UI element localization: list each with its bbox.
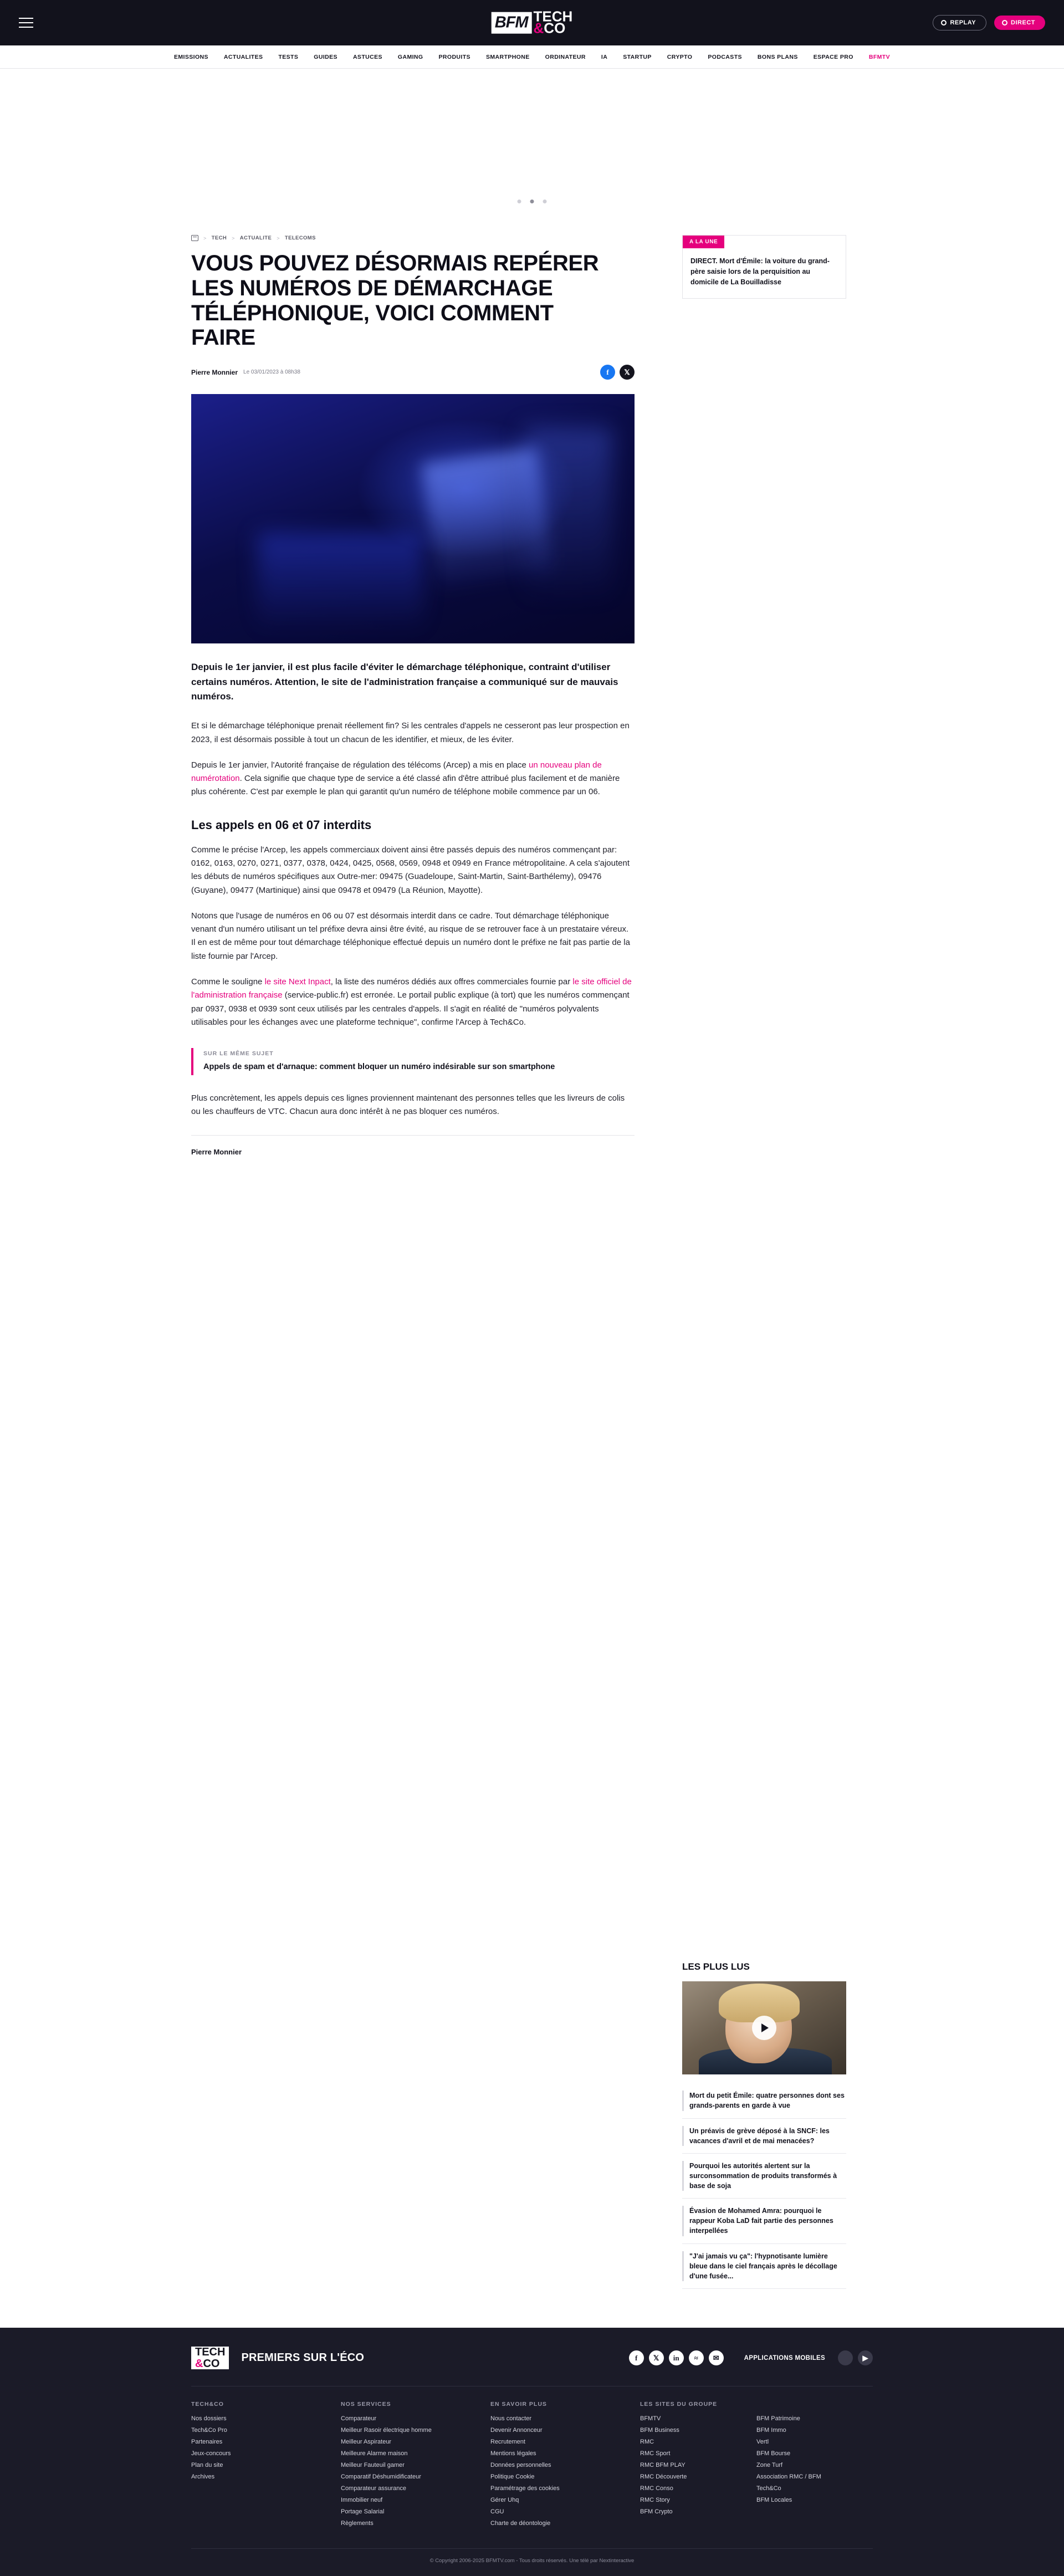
item-accent-bar <box>682 2251 684 2281</box>
article-paragraph: Notons que l'usage de numéros en 06 ou 07 est désormais interdit dans ce cadre. Tout démarchage téléphonique venant d'un numéro utilisant un tel préfixe devra ainsi être évité, au risque de se retrouver face à un prestataire véreux. Il en est de même pour tout démarchage téléphonique effectué depuis un numéro dont le préfixe ne fait pas partie de la liste fournie par l'Arcep. <box>191 911 630 961</box>
link-service-public[interactable]: le site officiel de l'administration française <box>191 977 632 1000</box>
most-read-item-label: "J'ai jamais vu ça": l'hypnotisante lumière bleue dans le ciel français après le décollage d'une fusée... <box>689 2252 837 2280</box>
footer-apps-label: APPLICATIONS MOBILES <box>744 2354 825 2362</box>
breadcrumb-sep: > <box>232 235 235 241</box>
item-accent-bar <box>682 2161 684 2191</box>
nav-item-startup[interactable]: STARTUP <box>623 53 652 60</box>
article-hero-image <box>191 394 635 643</box>
x-share-icon[interactable]: 𝕏 <box>620 365 635 380</box>
footer-column-services <box>341 2401 490 2532</box>
footer-columns <box>191 2386 873 2532</box>
most-read-video-thumbnail[interactable] <box>682 1981 846 2074</box>
direct-label: DIRECT <box>1011 19 1035 26</box>
footer-link[interactable]: Tech&Co <box>756 2485 781 2492</box>
nav-item-espace-pro[interactable]: ESPACE PRO <box>813 53 853 60</box>
carousel-dot-3[interactable] <box>543 200 547 203</box>
footer-column-group <box>640 2401 873 2532</box>
logo-bfm-text: BFM <box>492 12 532 34</box>
alaune-body <box>683 248 846 298</box>
list-item[interactable] <box>682 2244 846 2289</box>
footer-link[interactable]: Tech&Co Pro <box>191 2427 227 2434</box>
item-accent-bar <box>682 2091 684 2110</box>
footer-link[interactable]: RMC BFM PLAY <box>640 2462 686 2469</box>
footer-link[interactable]: Mentions légales <box>490 2450 536 2457</box>
text-before-link: Comme le souligne <box>191 977 265 987</box>
byline <box>191 365 635 380</box>
alaune-item[interactable]: DIRECT. Mort d'Émile: la voiture du grand-père saisie lors de la perquisition au domicile de La Bouilladisse <box>690 257 830 286</box>
carousel-dot-2[interactable] <box>530 200 534 203</box>
top-bar <box>0 0 1064 45</box>
breadcrumb-item-actualite[interactable]: ACTUALITE <box>239 235 272 241</box>
footer-logo[interactable] <box>191 2347 229 2370</box>
footer-link[interactable]: Association RMC / BFM <box>756 2473 821 2481</box>
footer-link[interactable]: Meilleure Alarme maison <box>341 2450 408 2457</box>
footer-link[interactable]: BFM Bourse <box>756 2450 791 2457</box>
article-paragraph: Depuis le 1er janvier, l'Autorité française de régulation des télécoms (Arcep) a mis en place un nouveau plan de numérotation. Cela signifie que chaque type de service a été classé afin d'être attribué plus facilement et de manière plus cohérente. C'est par exemple le plan qui garantit qu'un numéro de téléphone mobile commence par un 06. <box>191 760 620 797</box>
related-label: SUR LE MÊME SUJET <box>203 1050 274 1057</box>
footer-column-title: EN SAVOIR PLUS <box>490 2401 547 2408</box>
nav-item-podcasts[interactable]: PODCASTS <box>708 53 742 60</box>
hero-shape-2 <box>258 533 424 632</box>
footer-link[interactable]: Vertl <box>756 2439 769 2446</box>
footer-link-list <box>341 2415 490 2527</box>
nav-item-ia[interactable]: IA <box>601 53 608 60</box>
text-middle: , la liste des numéros dédiés aux offres commerciales fournie par <box>330 977 573 987</box>
footer-column-title: NOS SERVICES <box>341 2401 391 2408</box>
article-bottom-spacer <box>191 1156 635 1178</box>
footer-link[interactable]: BFM Patrimoine <box>756 2415 800 2422</box>
footer-link-list <box>191 2415 341 2480</box>
facebook-share-icon[interactable]: f <box>600 365 615 380</box>
footer-logo-line1: TECH <box>191 2347 229 2358</box>
breadcrumb-sep: > <box>277 235 280 241</box>
related-article-box[interactable] <box>191 1048 635 1075</box>
nav-item-guides[interactable]: GUIDES <box>314 53 337 60</box>
footer-column-title-spacer <box>756 2401 873 2408</box>
alaune-box <box>682 235 846 299</box>
play-icon[interactable] <box>752 2016 776 2040</box>
footer-link[interactable]: Politique Cookie <box>490 2473 535 2481</box>
article-column <box>191 235 635 1178</box>
list-item[interactable] <box>682 2083 846 2118</box>
item-accent-bar <box>682 2126 684 2146</box>
content-grid <box>191 206 873 2289</box>
footer-column-title: LES SITES DU GROUPE <box>640 2401 718 2408</box>
logo-tech-text: TECH <box>533 8 573 25</box>
footer-link[interactable]: RMC Découverte <box>640 2473 687 2481</box>
footer-link-list <box>640 2415 756 2515</box>
footer-link[interactable]: Gérer Uhq <box>490 2497 519 2504</box>
mail-icon[interactable]: ✉ <box>709 2350 724 2365</box>
nav-item-crypto[interactable]: CRYPTO <box>667 53 693 60</box>
related-title[interactable]: Appels de spam et d'arnaque: comment bloquer un numéro indésirable sur son smartphone <box>203 1062 555 1072</box>
nav-item-astuces[interactable]: ASTUCES <box>352 53 382 60</box>
home-icon[interactable] <box>191 235 198 241</box>
footer-link[interactable]: Meilleur Fauteuil gamer <box>341 2462 405 2469</box>
replay-icon <box>941 20 947 25</box>
site-footer <box>0 2328 1064 2576</box>
footer-link[interactable]: Devenir Annonceur <box>490 2427 543 2434</box>
replay-label: REPLAY <box>950 19 976 26</box>
article-paragraph: Et si le démarchage téléphonique prenait réellement fin? Si les centrales d'appels ne cesseront pas leur prospection en 2023, il est désormais possible à tout un chacun de les identifier, et mieux, de les éviter. <box>191 721 630 744</box>
article-author: Pierre Monnier <box>191 368 238 376</box>
top-bar-actions <box>933 15 1045 30</box>
footer-link[interactable]: RMC Sport <box>640 2450 671 2457</box>
footer-group-col-1 <box>640 2401 756 2532</box>
carousel-dots[interactable] <box>518 200 547 203</box>
footer-column-techco <box>191 2401 341 2532</box>
footer-column-en-savoir-plus <box>490 2401 640 2532</box>
text-after-link: (service-public.fr) est erronée. Le portail public explique (à tort) que les numéros commençant par 0937, 0938 et 0939 sont ceux utilisés par les centrales d'appels. Il s'agit en réalité de "numéros polyvalents utilisables pour les échanges avec une plateforme technique", confirme l'Arcep à Tech&Co. <box>191 990 630 1027</box>
footer-link[interactable]: Jeux-concours <box>191 2450 231 2457</box>
nav-item-emissions[interactable]: EMISSIONS <box>173 53 208 60</box>
play-store-icon[interactable]: ▶ <box>858 2350 873 2365</box>
footer-claim: PREMIERS SUR L'ÉCO <box>241 2352 365 2364</box>
footer-link-list <box>756 2415 873 2503</box>
nav-item-actualites[interactable]: ACTUALITES <box>223 53 263 60</box>
footer-link[interactable]: Meilleur Aspirateur <box>341 2439 392 2446</box>
footer-link[interactable]: RMC Conso <box>640 2485 673 2492</box>
footer-link[interactable]: BFM Crypto <box>640 2508 673 2516</box>
direct-button[interactable] <box>994 16 1045 30</box>
article-body <box>191 719 635 1118</box>
footer-link[interactable]: Zone Turf <box>756 2462 783 2469</box>
list-item[interactable] <box>682 2119 846 2154</box>
footer-link[interactable]: Nos dossiers <box>191 2415 227 2422</box>
most-read-item-label: Pourquoi les autorités alertent sur la surconsommation de produits transformés à base de soja <box>689 2161 837 2190</box>
footer-link[interactable]: Charte de déontologie <box>490 2520 551 2527</box>
breadcrumb-sep: > <box>203 235 207 241</box>
footer-link[interactable]: Comparateur assurance <box>341 2485 407 2492</box>
footer-link[interactable]: BFM Business <box>640 2427 679 2434</box>
footer-group-col-2 <box>756 2401 873 2532</box>
most-read-item-label: Évasion de Mohamed Amra: pourquoi le rappeur Koba LaD fait partie des personnes interpellées <box>689 2207 833 2235</box>
article-date: Le 03/01/2023 à 08h38 <box>243 369 300 376</box>
article-paragraph: Comme le précise l'Arcep, les appels commerciaux doivent ainsi être passés depuis des numéros commençant par: 0162, 0163, 0270, 0271, 0377, 0378, 0424, 0425, 0568, 0569, 0948 et 0949 en France métropolitaine. A cela s'ajoutent les débuts de numéros spécifiques aux Outre-mer: 09475 (Guadeloupe, Saint-Martin, Saint-Barthélemy), 09476 (Guyane), 09477 (Martinique) ainsi que 09478 et 09479 (La Réunion, Mayotte). <box>191 845 630 895</box>
page-title: VOUS POUVEZ DÉSORMAIS REPÉRER LES NUMÉROS DE DÉMARCHAGE TÉLÉPHONIQUE, VOICI COMMENT FAIRE <box>191 251 599 350</box>
footer-logo-line2: &CO <box>191 2358 229 2370</box>
list-item[interactable] <box>682 2199 846 2243</box>
nav-item-bfmtv[interactable]: BFMTV <box>868 53 891 60</box>
footer-link[interactable]: Archives <box>191 2473 215 2481</box>
hamburger-icon[interactable] <box>19 13 38 32</box>
footer-link[interactable]: BFM Immo <box>756 2427 786 2434</box>
footer-link[interactable]: Comparatif Déshumidificateur <box>341 2473 421 2481</box>
most-read-module <box>682 1961 846 2289</box>
nav-item-smartphone[interactable]: SMARTPHONE <box>485 53 530 60</box>
logo-co-text: &CO <box>533 20 566 37</box>
footer-link[interactable]: BFMTV <box>640 2415 661 2422</box>
apple-store-icon[interactable] <box>838 2350 853 2365</box>
footer-link[interactable]: Comparateur <box>341 2415 377 2422</box>
facebook-icon[interactable]: f <box>629 2350 644 2365</box>
footer-link[interactable]: Portage Salarial <box>341 2508 385 2516</box>
footer-link[interactable]: BFM Locales <box>756 2497 792 2504</box>
carousel-dot-1[interactable] <box>518 200 521 203</box>
article-lead: Depuis le 1er janvier, il est plus facile d'éviter le démarchage téléphonique, contraint d'utiliser certains numéros. Attention, le site de l'administration française a communiqué sur de mauvais numéros. <box>191 662 618 702</box>
ad-carousel-zone <box>0 69 1064 206</box>
footer-link[interactable]: RMC <box>640 2439 654 2446</box>
page-wrap <box>0 206 1064 2289</box>
footer-link[interactable]: Règlements <box>341 2520 374 2527</box>
sidebar <box>682 235 846 2289</box>
article-subtitle: Les appels en 06 et 07 interdits <box>191 817 372 832</box>
footer-link[interactable]: Nous contacter <box>490 2415 531 2422</box>
footer-app-icons <box>838 2350 873 2365</box>
x-icon[interactable]: 𝕏 <box>649 2350 664 2365</box>
footer-link[interactable]: Immobilier neuf <box>341 2497 383 2504</box>
article-signature: Pierre Monnier <box>191 1135 635 1156</box>
breadcrumb-item-telecoms[interactable]: TELECOMS <box>284 235 316 241</box>
live-dot-icon <box>1002 20 1007 25</box>
footer-link[interactable]: Données personnelles <box>490 2462 551 2469</box>
footer-column-title: TECH&CO <box>191 2401 224 2408</box>
most-read-item-label: Un préavis de grève déposé à la SNCF: les vacances d'avril et de mai menacées? <box>689 2127 830 2145</box>
footer-link[interactable]: Paramétrage des cookies <box>490 2485 560 2492</box>
main-navigation <box>0 45 1064 69</box>
nav-item-ordinateur[interactable]: ORDINATEUR <box>545 53 586 60</box>
breadcrumb <box>191 235 635 241</box>
replay-button[interactable] <box>933 15 986 30</box>
footer-legal: © Copyright 2006-2025 BFMTV.com - Tous droits réservés. Une télé par Nextinteractive <box>191 2548 873 2564</box>
article-paragraph-links <box>191 975 635 1029</box>
share-buttons <box>600 365 635 380</box>
linkedin-icon[interactable]: in <box>669 2350 684 2365</box>
footer-link[interactable]: Recrutement <box>490 2439 525 2446</box>
nav-item-bons-plans[interactable]: BONS PLANS <box>757 53 798 60</box>
breadcrumb-item-tech[interactable]: TECH <box>211 235 227 241</box>
rss-icon[interactable]: ≈ <box>689 2350 704 2365</box>
most-read-title: LES PLUS LUS <box>682 1961 750 1972</box>
footer-link[interactable]: Meilleur Rasoir électrique homme <box>341 2427 432 2434</box>
article-conclusion: Plus concrètement, les appels depuis ces lignes proviennent maintenant des personnes telles que les livreurs de colis ou les chauffeurs de VTC. Chacun aura donc intérêt à ne pas bloquer ces numéros. <box>191 1093 625 1116</box>
footer-top <box>191 2328 873 2386</box>
footer-link[interactable]: RMC Story <box>640 2497 670 2504</box>
footer-link[interactable]: Partenaires <box>191 2439 223 2446</box>
footer-link[interactable]: Plan du site <box>191 2462 223 2469</box>
footer-link-list <box>490 2415 640 2527</box>
list-item[interactable] <box>682 2154 846 2199</box>
link-plan-numerotation[interactable]: un nouveau plan de numérotation <box>191 760 602 784</box>
footer-link[interactable]: CGU <box>490 2508 504 2516</box>
item-accent-bar <box>682 2206 684 2236</box>
site-logo[interactable] <box>492 8 573 37</box>
link-next-inpact[interactable]: le site Next Inpact <box>264 977 331 987</box>
footer-socials <box>629 2350 873 2365</box>
alaune-tag: A LA UNE <box>683 236 724 248</box>
nav-item-tests[interactable]: TESTS <box>278 53 299 60</box>
nav-item-produits[interactable]: PRODUITS <box>438 53 470 60</box>
hero-shape-3 <box>524 427 612 605</box>
nav-item-gaming[interactable]: GAMING <box>397 53 423 60</box>
most-read-item-label: Mort du petit Émile: quatre personnes dont ses grands-parents en garde à vue <box>689 2092 845 2110</box>
